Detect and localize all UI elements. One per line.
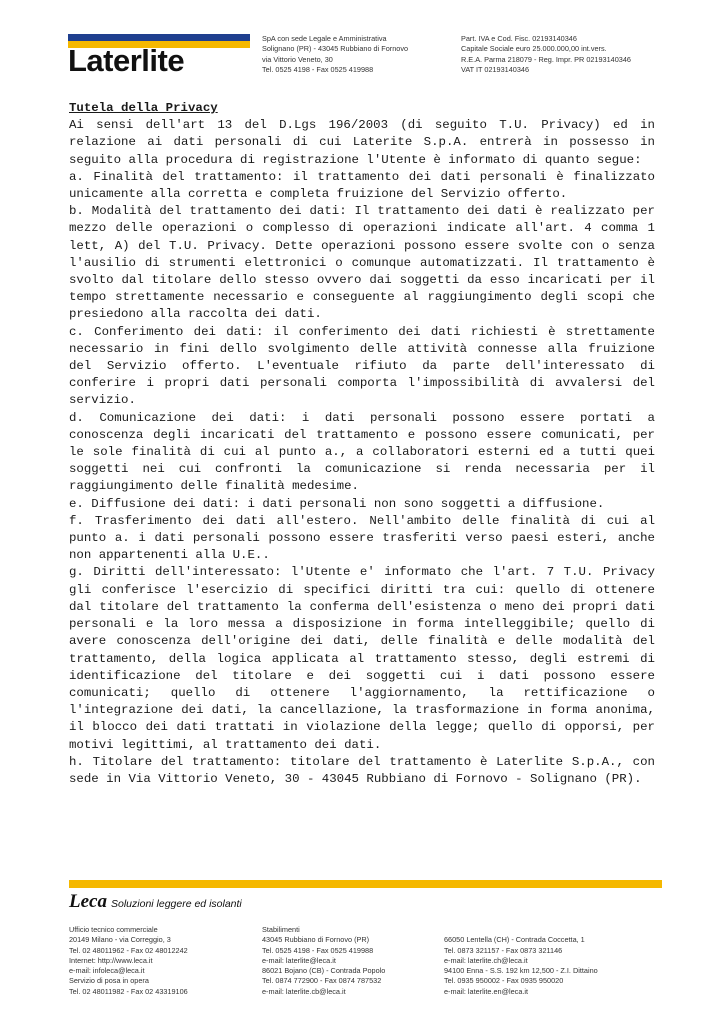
footer-line: e-mail: laterlite.en@leca.it	[444, 986, 529, 996]
footer-plants-column-2	[444, 925, 598, 997]
company-registry	[461, 34, 631, 75]
registry-line: Part. IVA e Cod. Fisc. 02193140346	[461, 34, 577, 43]
leca-wordmark: Leca	[69, 891, 107, 912]
intro-paragraph: Ai sensi dell'art 13 del D.Lgs 196/2003 (di seguito T.U. Privacy) ed in relazione ai dati personali di cui Laterite S.p.A. entrerà in possesso in seguito alla procedura di registrazione l'Utente è informato di quanto segue:	[69, 118, 655, 167]
section-h: h. Titolare del trattamento: titolare del trattamento è Laterlite S.p.A., con sede in Via Vittorio Veneto, 30 - 43045 Rubbiano di Fornovo - Solignano (PR).	[69, 754, 655, 786]
footer-office-column	[69, 925, 188, 997]
registry-line: VAT IT 02193140346	[461, 64, 530, 74]
address-line: Tel. 0525 4198 - Fax 0525 419988	[262, 64, 374, 74]
registry-line: R.E.A. Parma 218079 - Reg. Impr. PR 02193140346	[461, 54, 631, 64]
footer-line	[444, 925, 598, 935]
section-b: b. Modalità del trattamento dei dati: Il trattamento dei dati è realizzato per mezzo delle operazioni o complesso di operazioni indicate all'art. 4 comma 1 lett, A) del T.U. Privacy. Dette operazioni possono essere svolte con o senza l'ausilio di strumenti elettronici o comunque automatizzati. Il trattamento è svolto dal titolare dello stesso ovvero dai soggetti da esso incaricati per il tempo strettamente necessario e conseguente al raggiungimento degli scopi che presiedono alla raccolta dei dati.	[69, 204, 655, 322]
footer-line: 66050 Lentella (CH) - Contrada Coccetta, 1	[444, 935, 585, 945]
laterlite-logo	[68, 34, 250, 76]
address-line: via Vittorio Veneto, 30	[262, 54, 333, 64]
footer-line: 43045 Rubbiano di Fornovo (PR)	[262, 935, 370, 945]
footer-divider	[69, 880, 662, 888]
section-e: e. Diffusione dei dati: i dati personali non sono soggetti a diffusione.	[69, 496, 605, 511]
address-line: SpA con sede Legale e Amministrativa	[262, 34, 387, 43]
section-d: d. Comunicazione dei dati: i dati personali possono essere portati a conoscenza degli incaricati del trattamento e possono essere comunicati, per le sole finalità di cui al punto a., a collaboratori esterni ed a tutti quei soggetti nei cui confronti la comunicazione si renda necessaria per il raggiungimento delle finalità medesime.	[69, 410, 655, 494]
footer-plants-column	[262, 925, 385, 997]
registry-line: Capitale Sociale euro 25.000.000,00 int.vers.	[461, 44, 607, 54]
footer-line: e-mail: laterlite@leca.it	[262, 955, 336, 965]
address-line: Solignano (PR) - 43045 Rubbiano di Fornovo	[262, 44, 409, 54]
leca-tagline: Soluzioni leggere ed isolanti	[111, 898, 242, 910]
section-c: c. Conferimento dei dati: il conferimento dei dati richiesti è strettamente necessario in fini dello svolgimento delle attività connesse alla fruizione del Servizio offerto. L'eventuale rifiuto da parte dell'interessato di conferire i propri dati personali comporta l'impossibilità di avvalersi del servizio.	[69, 324, 655, 408]
logo-blue-band	[68, 34, 250, 41]
footer-line: Tel. 02 48011982 - Fax 02 43319106	[69, 986, 188, 996]
footer-line: Stabilimenti	[262, 925, 300, 934]
privacy-notice	[69, 100, 655, 788]
logo-wordmark: Laterlite	[68, 43, 185, 78]
footer-line: Ufficio tecnico commerciale	[69, 925, 158, 934]
footer-line: Servizio di posa in opera	[69, 976, 149, 986]
footer-line: Tel. 02 48011962 - Fax 02 48012242	[69, 945, 188, 955]
footer-line: e-mail: laterlite.cb@leca.it	[262, 986, 346, 996]
footer-line: e-mail: laterlite.ch@leca.it	[444, 955, 528, 965]
footer-line: Tel. 0935 950002 - Fax 0935 950020	[444, 976, 564, 986]
footer-line: Tel. 0873 321157 - Fax 0873 321146	[444, 945, 563, 955]
document-title: Tutela della Privacy	[69, 101, 218, 115]
footer-line: 86021 Bojano (CB) - Contrada Popolo	[262, 966, 386, 976]
footer-line: 20149 Milano - via Correggio, 3	[69, 935, 171, 945]
footer-line: Tel. 0525 4198 - Fax 0525 419988	[262, 945, 374, 955]
section-g: g. Diritti dell'interessato: l'Utente e' informato che l'art. 7 T.U. Privacy gli conferisce l'esercizio di specifici diritti tra cui: quello di ottenere dal titolare del trattamento la conferma dell'esistenza o meno dei propri dati personali e la loro messa a disposizione in forma intelleggibile; quello di avere conoscenza dell'origine dei dati, delle finalità e delle modalità del trattamento, della logica applicata al trattamento stesso, degli estremi di identificazione del titolare e dei soggetti cui i dati possono essere comunicati; quello di ottenere l'aggiornamento, la rettificazione o l'integrazione dei dati, la cancellazione, la trasformazione in forma anonima, il blocco dei dati trattati in violazione della legge; quello di opporsi, per motivi legittimi, al trattamento dei dati.	[69, 565, 655, 752]
footer-line: Tel. 0874 772900 - Fax 0874 787532	[262, 976, 382, 986]
section-a: a. Finalità del trattamento: il trattamento dei dati personali è finalizzato unicamente alla corretta e completa fruizione del Servizio offerto.	[69, 169, 655, 202]
footer-line: e-mail: infoleca@leca.it	[69, 966, 145, 976]
section-f: f. Trasferimento dei dati all'estero. Nell'ambito delle finalità di cui al punto a. i dati personali possono essere trasferiti verso paesi esteri, anche non appartenenti alla U.E..	[69, 513, 655, 563]
footer-line: 94100 Enna - S.S. 192 km 12,500 - Z.I. Dittaino	[444, 966, 598, 976]
footer-line: Internet: http://www.leca.it	[69, 955, 153, 965]
company-address	[262, 34, 408, 75]
